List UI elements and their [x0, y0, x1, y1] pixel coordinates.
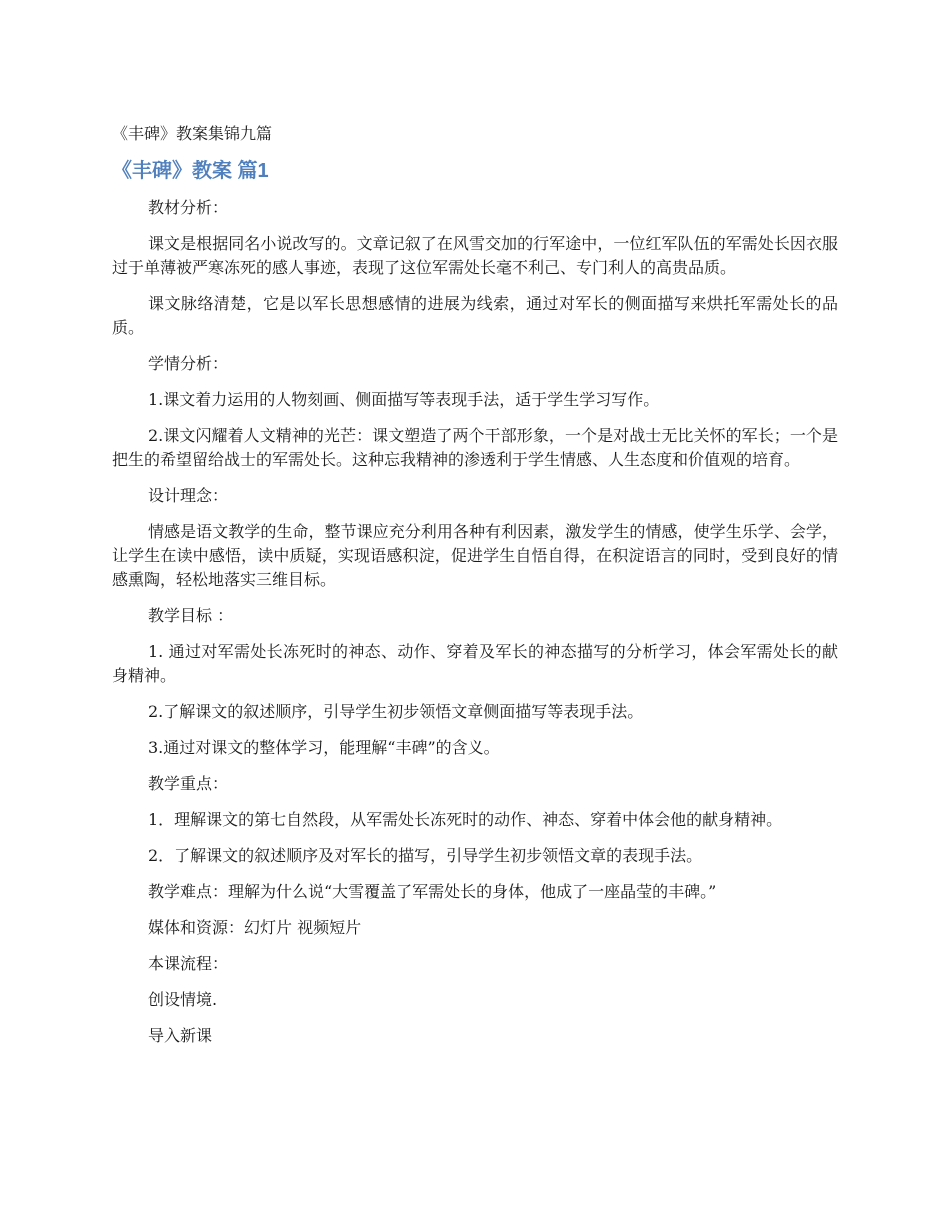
- paragraph-lesson-flow-label: 本课流程：: [148, 954, 229, 973]
- paragraph-student-analysis-1: 1.课文着力运用的人物刻画、侧面描写等表现手法，适于学生学习写作。: [148, 390, 660, 409]
- paragraph-create-scenario: 创设情境.: [148, 990, 218, 1009]
- document-title: 《丰碑》教案集锦九篇: [112, 124, 273, 143]
- paragraph-key-point-1: 1．理解课文的第七自然段，从军需处长冻死时的动作、神态、穿着中体会他的献身精神。: [148, 810, 783, 829]
- document-page: [112, 122, 838, 1060]
- paragraph-teaching-goal-2: 2.了解课文的叙述顺序，引导学生初步领悟文章侧面描写等表现手法。: [148, 702, 644, 721]
- paragraph-introduce-lesson: 导入新课: [148, 1026, 213, 1045]
- paragraph-textbook-analysis-label: 教材分析：: [148, 198, 229, 217]
- section-heading: 《丰碑》教案 篇1: [112, 160, 269, 182]
- paragraph-design-concept-label: 设计理念：: [148, 486, 229, 505]
- paragraph-teaching-goal-1: 1. 通过对军需处长冻死时的神态、动作、穿着及军长的神态描写的分析学习，体会军需处长的献身精神。: [112, 642, 838, 685]
- paragraph-teaching-goal-3: 3.通过对课文的整体学习，能理解“丰碑”的含义。: [148, 738, 500, 757]
- paragraph-student-analysis-2: 2.课文闪耀着人文精神的光芒：课文塑造了两个干部形象，一个是对战士无比关怀的军长；一个是把生的希望留给战士的军需处长。这种忘我精神的渗透利于学生情感、人生态度和价值观的培育。: [112, 426, 838, 469]
- paragraph-student-analysis-label: 学情分析：: [148, 354, 229, 373]
- paragraph-media-resources: 媒体和资源：幻灯片 视频短片: [148, 918, 362, 937]
- paragraph-key-point-2: 2．了解课文的叙述顺序及对军长的描写，引导学生初步领悟文章的表现手法。: [148, 846, 703, 865]
- paragraph-textbook-analysis-2: 课文脉络清楚，它是以军长思想感情的进展为线索，通过对军长的侧面描写来烘托军需处长的品质。: [112, 294, 838, 337]
- paragraph-difficulty: 教学难点：理解为什么说“大雪覆盖了军需处长的身体，他成了一座晶莹的丰碑。”: [148, 882, 717, 901]
- paragraph-textbook-analysis-1: 课文是根据同名小说改写的。文章记叙了在风雪交加的行军途中，一位红军队伍的军需处长因衣服过于单薄被严寒冻死的感人事迹，表现了这位军需处长毫不利己、专门利人的高贵品质。: [112, 234, 838, 277]
- paragraph-design-concept: 情感是语文教学的生命，整节课应充分利用各种有利因素，激发学生的情感，使学生乐学、会学，让学生在读中感悟，读中质疑，实现语感积淀，促进学生自悟自得，在积淀语言的同时，受到良好的情感熏陶，轻松地落实三维目标。: [112, 522, 838, 589]
- paragraph-key-points-label: 教学重点：: [148, 774, 229, 793]
- paragraph-teaching-goals-label: 教学目标 ：: [148, 606, 234, 625]
